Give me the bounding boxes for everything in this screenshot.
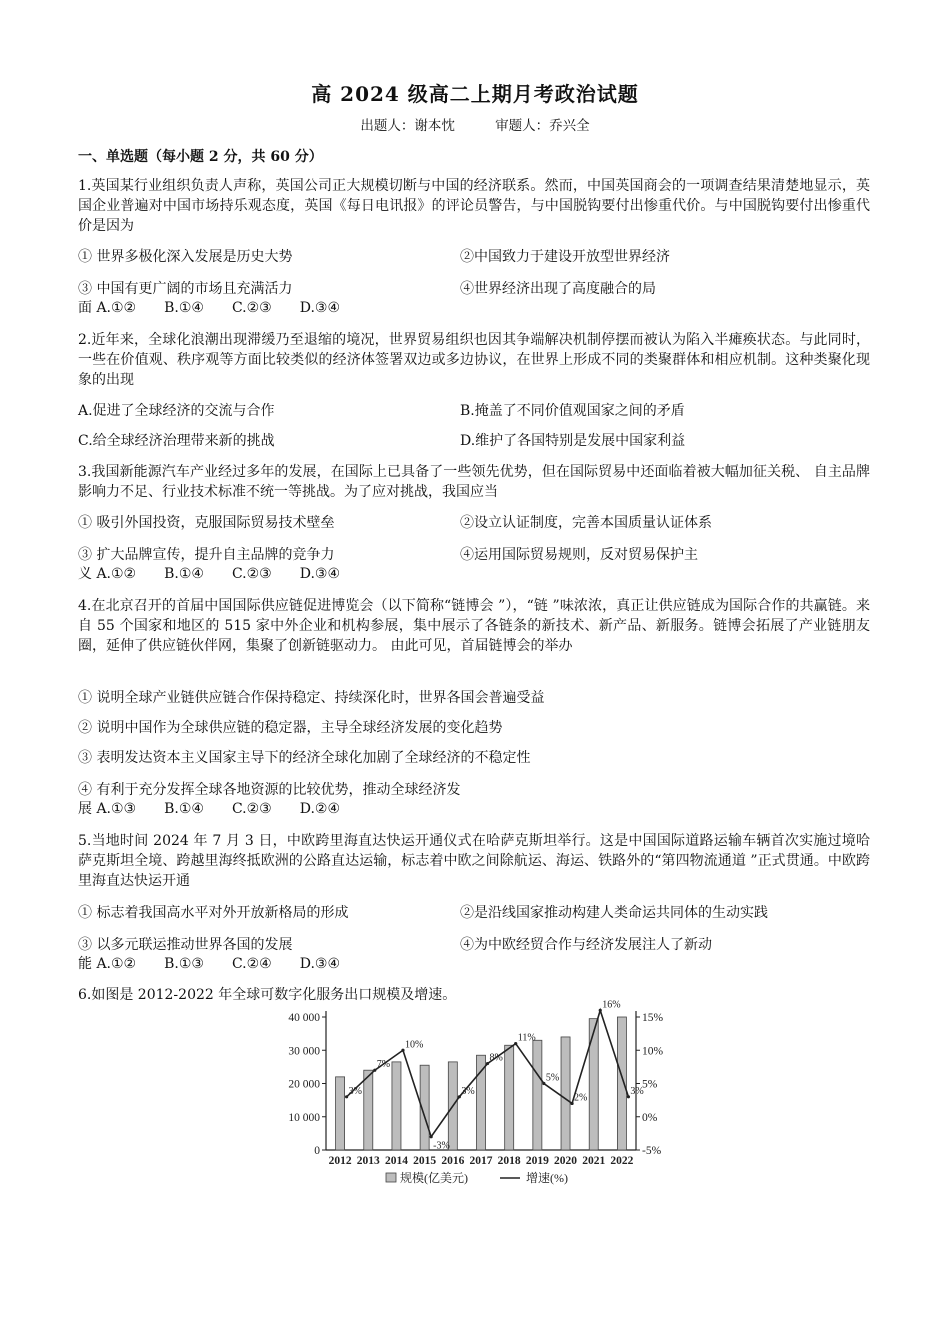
q3-option-4: ④运用国际贸易规则，反对贸易保护主 [460, 547, 698, 563]
exam-title: 高 2024 级高二上期月考政治试题 [311, 82, 639, 106]
right-tick-label: -5% [642, 1145, 662, 1157]
growth-label: 3% [348, 1085, 362, 1097]
right-tick-label: 5% [642, 1078, 658, 1091]
q3-stem: 3.我国新能源汽车产业经过多年的发展，在国际上已具备了一些领先优势，但在国际贸易中还面临着被大幅加征关税、 自主品牌影响力不足、行业技术标准不统一等挑战。为了应对挑战，我国应当 [78, 464, 870, 500]
bar [589, 1019, 598, 1150]
q2-option-d: D.维护了各国特别是发展中国家利益 [460, 433, 686, 449]
bar [505, 1045, 514, 1150]
growth-line [347, 1010, 629, 1136]
bar [533, 1040, 542, 1150]
q1-option-2: ②中国致力于建设开放型世界经济 [460, 249, 670, 265]
q6-stem: 6.如图是 2012-2022 年全球可数字化服务出口规模及增速。 [78, 987, 457, 1003]
q1-option-1: ① 世界多极化深入发展是历史大势 [78, 249, 293, 265]
left-tick-label: 20 000 [288, 1078, 320, 1091]
export-chart-svg [268, 999, 688, 1195]
growth-label: 10% [404, 1039, 424, 1051]
bar [392, 1062, 401, 1150]
x-tick-label: 2016 [441, 1155, 465, 1167]
q5-option-2: ②是沿线国家推动构建人类命运共同体的生动实践 [460, 905, 768, 921]
q2-option-c: C.给全球经济治理带来新的挑战 [78, 433, 275, 449]
growth-point [430, 1135, 433, 1138]
q4-answers: 展 A.①③ B.①④ C.②③ D.②④ [78, 801, 340, 817]
q4-option-4: ④ 有利于充分发挥全球各地资源的比较优势，推动全球经济发 [78, 782, 461, 798]
bar [561, 1037, 570, 1150]
q5-option-4: ④为中欧经贸合作与经济发展注人了新动 [460, 937, 712, 953]
q2-stem: 2.近年来，全球化浪潮出现滞缓乃至退缩的境况，世界贸易组织也因其争端解决机制停摆而被认为陷入半瘫痪状态。与此同时，一些在价值观、秩序观等方面比较类似的经济体签署双边或多边协议，在世界上形成不同的类聚群体和相应机制。这种类聚化现象的出现 [78, 332, 870, 388]
x-tick-label: 2017 [469, 1155, 493, 1167]
q5-stem: 5.当地时间 2024 年 7 月 3 日，中欧跨里海直达快运开通仪式在哈萨克斯坦举行。这是中国国际道路运输车辆首次实施过境哈萨克斯坦全境、跨越里海终抵欧洲的公路直达运输，标志着中欧之间除航运、海运、铁路外的“第四物流通道 ”正式贯通。中欧跨里海直达快运开通 [78, 833, 870, 889]
q4-option-1: ① 说明全球产业链供应链合作保持稳定、持续深化时，世界各国会普遍受益 [78, 690, 545, 706]
growth-label: 5% [545, 1072, 560, 1084]
q3-option-1: ① 吸引外国投资，克服国际贸易技术壁垒 [78, 515, 335, 531]
growth-label: 8% [489, 1052, 503, 1064]
q1-option-3: ③ 中国有更广阔的市场且充满活力 [78, 281, 293, 297]
q4-stem: 4.在北京召开的首届中国国际供应链促进博览会（以下简称“链博会 ”），“链 ”味浓浓，真正让供应链成为国际合作的共赢链。来自 55 个国家和地区的 515 家中外企业和机构参展，集中展示了各链条的新技术、新产品、新服务。链博会拓展了产业链朋友圈，延伸了供应链伙伴网，集聚了创新链驱动力。 由此可见，首届链博会的举办 [78, 598, 870, 654]
q2-option-b: B.掩盖了不同价值观国家之间的矛盾 [460, 403, 685, 419]
reviewer: 审题人：乔兴全 [495, 118, 590, 134]
bar [336, 1077, 345, 1150]
x-tick-label: 2019 [525, 1155, 549, 1167]
growth-label: 3% [630, 1085, 644, 1097]
right-tick-label: 0% [642, 1111, 658, 1124]
growth-label: -3% [433, 1140, 450, 1152]
section-heading: 一、单选题（每小题 2 分，共 60 分） [78, 149, 323, 165]
q3-option-2: ②设立认证制度，完善本国质量认证体系 [460, 515, 712, 531]
growth-label: 11% [517, 1032, 536, 1044]
x-tick-label: 2020 [554, 1155, 578, 1167]
q3-option-3: ③ 扩大品牌宣传，提升自主品牌的竞争力 [78, 547, 335, 563]
legend-bar-swatch [386, 1173, 396, 1182]
q1-stem: 1.英国某行业组织负责人声称，英国公司正大规模切断与中国的经济联系。然而，中国英国商会的一项调查结果清楚地显示，英国企业普遍对中国市场持乐观态度，英国《每日电讯报》的评论员警告，与中国脱钩要付出惨重代价。与中国脱钩要付出惨重代价是因为 [78, 178, 870, 234]
x-tick-label: 2013 [356, 1155, 380, 1167]
x-tick-label: 2022 [610, 1155, 634, 1167]
authors-line [0, 114, 950, 134]
left-tick-label: 30 000 [288, 1045, 320, 1058]
right-tick-label: 10% [642, 1045, 664, 1058]
right-tick-label: 15% [642, 1012, 664, 1024]
x-tick-label: 2015 [413, 1155, 437, 1167]
q4-option-3: ③ 表明发达资本主义国家主导下的经济全球化加剧了全球经济的不稳定性 [78, 750, 531, 766]
x-tick-label: 2021 [582, 1155, 606, 1167]
bar [364, 1070, 373, 1150]
q5-option-1: ① 标志着我国高水平对外开放新格局的形成 [78, 905, 349, 921]
growth-label: 7% [376, 1059, 391, 1071]
q1-option-4: ④世界经济出现了高度融合的局 [460, 281, 656, 297]
x-tick-label: 2014 [384, 1155, 408, 1167]
bar [617, 1017, 626, 1150]
q3-answers: 义 A.①② B.①④ C.②③ D.③④ [78, 566, 340, 582]
growth-label: 16% [602, 999, 621, 1011]
q1-answers: 面 A.①② B.①④ C.②③ D.③④ [78, 300, 340, 316]
left-tick-label: 10 000 [288, 1111, 320, 1124]
legend-line-label: 增速(%) [526, 1171, 568, 1185]
left-tick-label: 40 000 [288, 1012, 320, 1024]
x-tick-label: 2018 [497, 1155, 521, 1167]
legend-bar-label: 规模(亿美元) [400, 1171, 468, 1185]
growth-label: 3% [461, 1085, 475, 1097]
export-chart [268, 999, 688, 1195]
q5-option-3: ③ 以多元联运推动世界各国的发展 [78, 937, 293, 953]
growth-label: 2% [574, 1092, 588, 1104]
left-tick-label: 0 [314, 1145, 320, 1157]
q2-option-a: A.促进了全球经济的交流与合作 [78, 403, 275, 419]
q5-answers: 能 A.①② B.①③ C.②④ D.③④ [78, 956, 340, 972]
bar [476, 1055, 485, 1150]
x-tick-label: 2012 [328, 1155, 352, 1167]
setter: 出题人：谢本忱 [360, 118, 455, 134]
q4-option-2: ② 说明中国作为全球供应链的稳定器，主导全球经济发展的变化趋势 [78, 720, 503, 736]
